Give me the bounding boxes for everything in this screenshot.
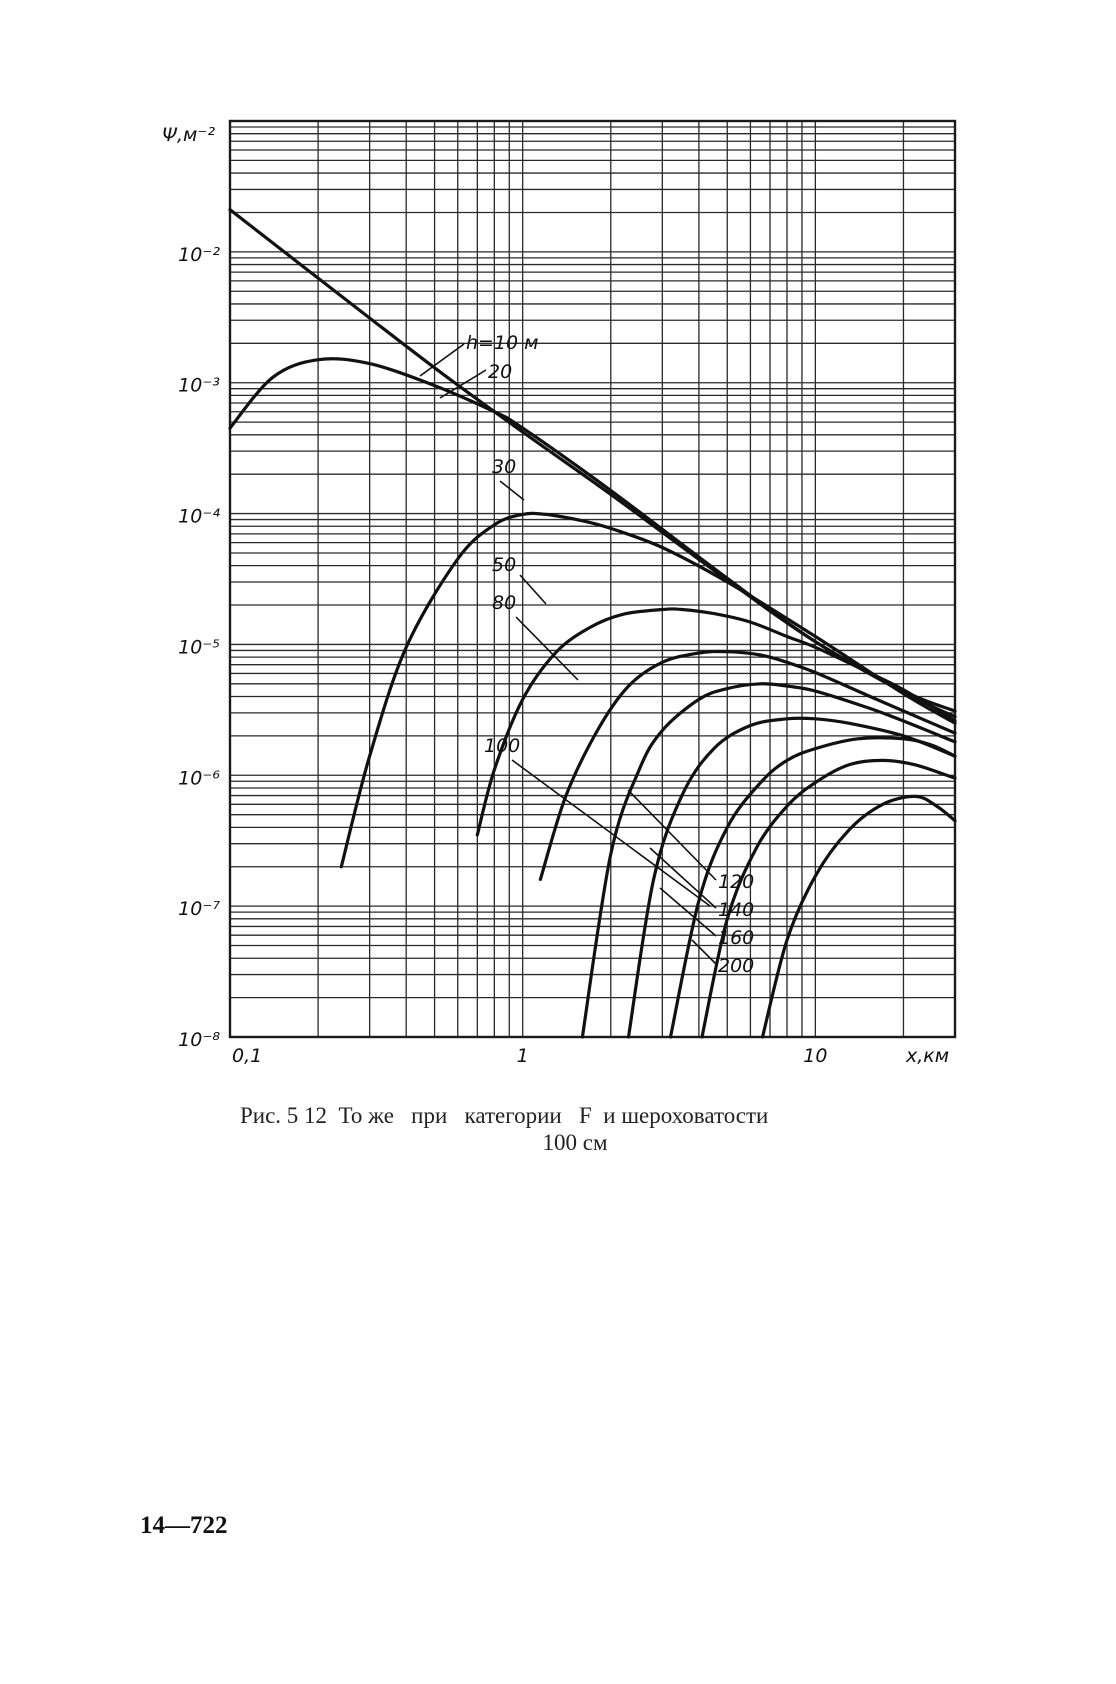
caption-line-1: Рис. 5 12 То же при категории F и шероховатости xyxy=(240,1103,769,1128)
series-line-10 xyxy=(763,796,956,1037)
curve-label-leader xyxy=(692,940,716,964)
y-tick-label: 10⁻² xyxy=(178,243,220,266)
x-tick-label: 1 xyxy=(516,1045,529,1067)
chart-grid xyxy=(230,121,955,1037)
curve-label-4: 50 xyxy=(492,554,517,576)
chart-curves xyxy=(230,210,955,1037)
curve-label-6: 100 xyxy=(484,735,521,757)
curve-label-10: 200 xyxy=(718,955,755,977)
series-line-6 xyxy=(582,684,955,1037)
series-line-3 xyxy=(341,513,955,866)
series-line-1 xyxy=(230,210,955,711)
curve-label-8: 140 xyxy=(718,899,755,921)
curve-label-leader xyxy=(500,481,524,500)
series-line-7 xyxy=(629,718,956,1037)
curve-label-leaders xyxy=(420,344,716,964)
curve-label-leader xyxy=(520,575,546,604)
x-tick-label: 10 xyxy=(803,1045,828,1067)
curve-label-1: h=10 м xyxy=(466,332,539,354)
y-tick-label: 10⁻³ xyxy=(178,374,220,397)
y-tick-label: 10⁻⁷ xyxy=(178,898,220,921)
series-line-4 xyxy=(477,609,955,835)
curve-label-leader xyxy=(440,370,486,398)
x-tick-label: 0,1 xyxy=(232,1045,263,1067)
page-number: 14—722 xyxy=(140,1512,228,1539)
curve-label-9: 160 xyxy=(718,927,755,949)
y-tick-label: 10⁻⁴ xyxy=(178,505,220,528)
curve-label-7: 120 xyxy=(718,871,755,893)
curve-label-5: 80 xyxy=(492,592,517,614)
y-tick-label: 10⁻⁶ xyxy=(178,767,220,790)
curve-label-leader xyxy=(516,617,578,680)
curve-label-2: 20 xyxy=(488,361,513,383)
y-tick-labels xyxy=(178,244,220,1051)
figure-caption xyxy=(240,1102,900,1156)
caption-line-2: 100 см xyxy=(542,1130,608,1155)
y-tick-label: 10⁻⁵ xyxy=(178,636,220,659)
y-axis-label: Ψ,м⁻² xyxy=(162,124,215,146)
x-tick-labels xyxy=(232,1045,827,1067)
y-tick-label: 10⁻⁸ xyxy=(178,1029,220,1051)
curve-label-3: 30 xyxy=(492,456,517,478)
x-axis-label: x,км xyxy=(906,1045,950,1067)
